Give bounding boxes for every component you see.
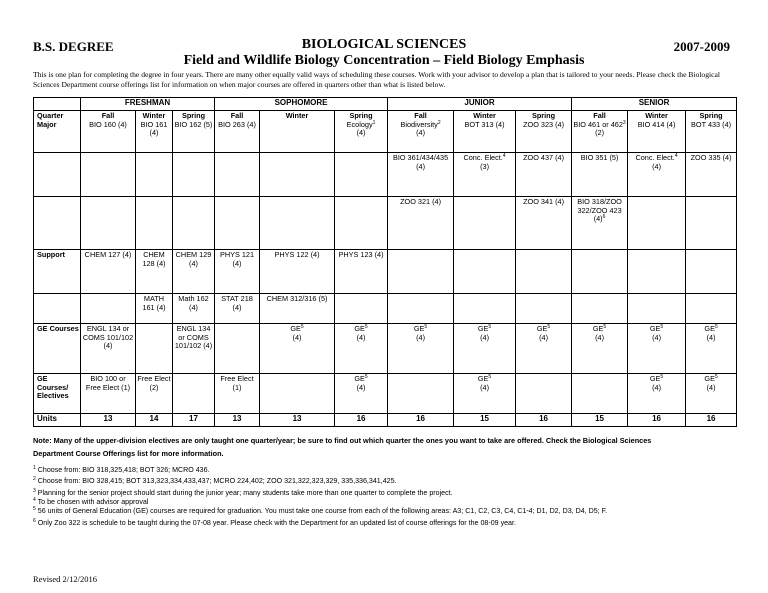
footnote-text: Choose from: BIO 328,415; BOT 313,323,334,433,437; MCRO 224,402; ZOO 321,322,323,329, 335,336,341,425. bbox=[35, 477, 397, 485]
units-cell: 15 bbox=[572, 414, 628, 427]
units-label: Units bbox=[34, 414, 81, 427]
cell-text: CHEM 128 (4) bbox=[142, 250, 166, 268]
quarter-cell bbox=[572, 111, 628, 153]
revision-date: Revised 2/12/2016 bbox=[33, 574, 97, 584]
ge-cell bbox=[173, 324, 215, 374]
quarter-cell bbox=[173, 111, 215, 153]
quarter-label bbox=[34, 111, 81, 153]
degree-label: B.S. DEGREE bbox=[33, 39, 114, 54]
units-cell: 16 bbox=[516, 414, 572, 427]
major-cell bbox=[388, 153, 454, 197]
ge-cell bbox=[81, 324, 136, 374]
ge-cell bbox=[136, 324, 173, 374]
major-cell bbox=[260, 153, 335, 197]
major-cell bbox=[260, 197, 335, 250]
quarter-cell bbox=[454, 111, 516, 153]
footnote-text: 56 units of General Education (GE) courses are required for graduation. You must take one course from each of the following areas: A3; C1, C2, C3, C4, C1-4; D1, D2, D3, D4, D5; F. bbox=[35, 507, 608, 515]
support-cell bbox=[388, 250, 454, 294]
cell-units: (4) bbox=[480, 332, 489, 342]
cell-text: BIO 318/ZOO 322/ZOO 423 (4) bbox=[577, 197, 622, 224]
footnote-mark: 6 bbox=[602, 214, 606, 221]
quarter-row bbox=[34, 111, 737, 153]
quarter-name: Fall bbox=[230, 111, 244, 120]
cell-units: (4) bbox=[652, 161, 661, 171]
ge-electives-cell bbox=[335, 374, 388, 414]
support-cell bbox=[454, 250, 516, 294]
footnote-mark: 4 bbox=[674, 153, 678, 159]
footnote-mark: 5 bbox=[300, 324, 304, 330]
cell-text: Free Elect (1) bbox=[220, 374, 254, 392]
footnote-number: 6 bbox=[33, 518, 36, 524]
support-row bbox=[34, 250, 737, 294]
footnote-mark: 5 bbox=[364, 324, 368, 330]
quarter-name: Fall bbox=[414, 111, 427, 120]
quarter-name: Winter bbox=[645, 111, 668, 120]
footnote-number: 2 bbox=[33, 476, 36, 482]
ge-electives-cell bbox=[454, 374, 516, 414]
cell-text: PHYS 122 (4) bbox=[274, 250, 320, 259]
major-cell bbox=[628, 197, 686, 250]
cell-text: GE bbox=[592, 324, 604, 333]
cell-text: GE bbox=[536, 324, 548, 333]
footnote-mark: 5 bbox=[660, 324, 664, 330]
cell-text: ENGL 134 or COMS 101/102 (4) bbox=[82, 324, 134, 351]
major-cell bbox=[454, 197, 516, 250]
major-course bbox=[687, 121, 735, 130]
support-cell bbox=[686, 294, 737, 324]
cell-units: (4) bbox=[416, 128, 425, 138]
cell-text: BIO 100 or Free Elect (1) bbox=[85, 374, 131, 392]
year-header-row bbox=[34, 98, 737, 111]
cell-units: (4) bbox=[356, 382, 366, 392]
support-cell bbox=[260, 294, 335, 324]
year-header-senior: SENIOR bbox=[572, 98, 737, 111]
cell-text: CHEM 127 (4) bbox=[84, 250, 132, 259]
footnote-number: 1 bbox=[33, 465, 36, 471]
cell-text: STAT 218 (4) bbox=[221, 294, 253, 312]
units-cell: 15 bbox=[454, 414, 516, 427]
cell-text: BIO 263 (4) bbox=[218, 119, 256, 129]
cell-text: Math 162 (4) bbox=[178, 294, 209, 312]
cell-text: BIO 162 (5) bbox=[174, 119, 213, 129]
ge-cell bbox=[260, 324, 335, 374]
support-cell bbox=[628, 250, 686, 294]
footnote-mark: 5 bbox=[547, 324, 551, 330]
major-cell bbox=[173, 197, 215, 250]
major-course bbox=[389, 121, 452, 138]
cell-units: (2) bbox=[595, 128, 604, 138]
support-cell bbox=[260, 250, 335, 294]
units-cell: 13 bbox=[260, 414, 335, 427]
units-cell: 16 bbox=[686, 414, 737, 427]
cell-text: BIO 351 (5) bbox=[580, 153, 619, 162]
major-cell bbox=[516, 197, 572, 250]
quarter-cell bbox=[81, 111, 136, 153]
cell-text: Conc. Elect. bbox=[463, 153, 503, 162]
cell-text: BIO 161 (4) bbox=[140, 119, 168, 138]
cell-text: ZOO 321 (4) bbox=[400, 197, 442, 206]
major-cell bbox=[572, 197, 628, 250]
major-course bbox=[336, 121, 386, 138]
footnote-1 bbox=[33, 466, 210, 475]
quarter-name: Fall bbox=[101, 111, 115, 120]
cell-text: GE bbox=[354, 374, 365, 383]
cell-text: Ecology bbox=[346, 119, 373, 129]
cell-units: (4) bbox=[356, 332, 366, 342]
cell-text: GE bbox=[413, 324, 425, 333]
support-label bbox=[34, 294, 81, 324]
major-course bbox=[573, 121, 626, 138]
footnote-mark: 5 bbox=[714, 374, 718, 380]
quarter-name: Winter bbox=[473, 111, 496, 120]
cell-units: (4) bbox=[292, 332, 302, 342]
footnote-mark: 1 bbox=[372, 119, 376, 126]
ge-electives-cell bbox=[260, 374, 335, 414]
major-course bbox=[455, 121, 514, 130]
footnote-mark: 5 bbox=[424, 324, 428, 330]
course-plan-table bbox=[33, 97, 737, 427]
support-cell bbox=[335, 294, 388, 324]
major-row bbox=[34, 153, 737, 197]
ge-electives-cell bbox=[686, 374, 737, 414]
cell-text: GE bbox=[649, 374, 661, 383]
department-title: BIOLOGICAL SCIENCES bbox=[301, 37, 467, 52]
major-cell bbox=[686, 197, 737, 250]
year-header-sophomore: SOPHOMORE bbox=[215, 98, 388, 111]
cell-text: GE bbox=[477, 374, 489, 383]
support-cell bbox=[81, 250, 136, 294]
footnote-mark: 5 bbox=[488, 374, 492, 380]
quarter-cell bbox=[260, 111, 335, 153]
footnote-mark: 5 bbox=[660, 374, 664, 380]
support-cell bbox=[686, 250, 737, 294]
ge-electives-cell bbox=[572, 374, 628, 414]
major-cell bbox=[388, 197, 454, 250]
major-cell bbox=[686, 153, 737, 197]
cell-units: (4) bbox=[652, 332, 661, 342]
quarter-name: Fall bbox=[593, 111, 606, 120]
cell-text: PHYS 121 (4) bbox=[219, 250, 255, 268]
footnote-4 bbox=[33, 498, 148, 507]
cell-text: CHEM 129 (4) bbox=[175, 250, 212, 268]
cell-text: ZOO 437 (4) bbox=[523, 153, 565, 162]
cell-text: BOT 313 (4) bbox=[464, 119, 505, 129]
major-label bbox=[34, 197, 81, 250]
note-line-1: Note: Many of the upper-division electives are only taught one quarter/year; be sure to find out which quarter the ones you want to take are offered. Check the Biological Sciences bbox=[33, 436, 652, 445]
cell-text: BIO 414 (4) bbox=[637, 119, 676, 129]
cell-units: (4) bbox=[480, 382, 489, 392]
quarter-cell bbox=[388, 111, 454, 153]
quarter-name: Spring bbox=[349, 111, 373, 120]
cell-units: (4) bbox=[706, 332, 716, 342]
support-cell bbox=[516, 250, 572, 294]
cell-text: GE bbox=[477, 324, 489, 333]
footnote-text: Choose from: BIO 318,325,418; BOT 326; MCRO 436. bbox=[35, 466, 210, 474]
cell-text: BIO 361/434/435 (4) bbox=[392, 153, 449, 171]
quarter-name: Winter bbox=[142, 111, 166, 120]
quarter-name: Spring bbox=[531, 111, 556, 120]
cell-text: GE bbox=[704, 324, 715, 333]
footnote-2 bbox=[33, 477, 397, 486]
major-cell bbox=[572, 153, 628, 197]
cell-text: GE bbox=[354, 324, 365, 333]
footnote-number: 3 bbox=[33, 488, 36, 494]
quarter-cell bbox=[516, 111, 572, 153]
support-cell bbox=[335, 250, 388, 294]
support-cell bbox=[388, 294, 454, 324]
quarter-cell bbox=[686, 111, 737, 153]
major-row bbox=[34, 197, 737, 250]
cell-text: GE bbox=[649, 324, 661, 333]
footnote-3 bbox=[33, 489, 453, 498]
support-cell bbox=[215, 250, 260, 294]
ge-cell bbox=[628, 324, 686, 374]
cell-text: Free Elect (2) bbox=[137, 374, 171, 392]
support-cell bbox=[173, 250, 215, 294]
footnote-6 bbox=[33, 519, 516, 528]
support-cell bbox=[516, 294, 572, 324]
major-cell bbox=[335, 197, 388, 250]
units-cell: 13 bbox=[81, 414, 136, 427]
ge-cell bbox=[388, 324, 454, 374]
quarter-name: Spring bbox=[181, 111, 206, 120]
support-cell bbox=[454, 294, 516, 324]
support-cell bbox=[572, 294, 628, 324]
footnote-5 bbox=[33, 507, 607, 516]
cell-text: BIO 160 (4) bbox=[89, 119, 127, 129]
major-cell bbox=[136, 153, 173, 197]
footnote-text: Planning for the senior project should start during the junior year; many students take more than one quarter to complete the project. bbox=[35, 489, 453, 497]
cell-units: (4) bbox=[652, 382, 661, 392]
year-header-freshman: FRESHMAN bbox=[81, 98, 215, 111]
quarter-name: Spring bbox=[699, 111, 723, 120]
support-cell bbox=[628, 294, 686, 324]
major-cell bbox=[454, 153, 516, 197]
major-course bbox=[517, 121, 570, 130]
footnote-mark: 3 bbox=[622, 119, 626, 126]
major-cell bbox=[516, 153, 572, 197]
major-cell bbox=[81, 197, 136, 250]
units-cell: 17 bbox=[173, 414, 215, 427]
cell-text: ZOO 341 (4) bbox=[523, 197, 565, 206]
cell-text: ZOO 323 (4) bbox=[523, 119, 565, 129]
footnote-mark: 5 bbox=[488, 324, 492, 330]
major-course bbox=[629, 121, 684, 130]
ge-cell bbox=[572, 324, 628, 374]
support-cell bbox=[215, 294, 260, 324]
units-cell: 16 bbox=[335, 414, 388, 427]
quarter-cell bbox=[136, 111, 173, 153]
major-cell bbox=[215, 197, 260, 250]
major-cell bbox=[215, 153, 260, 197]
quarter-cell bbox=[215, 111, 260, 153]
ge-cell bbox=[215, 324, 260, 374]
cell-units: (4) bbox=[356, 128, 366, 138]
footnote-text: To be chosen with advisor approval bbox=[35, 498, 149, 506]
ge-cell bbox=[335, 324, 388, 374]
quarter-cell bbox=[335, 111, 388, 153]
upper-division-note bbox=[33, 434, 753, 460]
cell-units: (4) bbox=[595, 332, 604, 342]
cell-text: ZOO 335 (4) bbox=[690, 153, 732, 162]
support-cell bbox=[173, 294, 215, 324]
cell-units: (4) bbox=[416, 332, 425, 342]
footnote-mark: 2 bbox=[437, 119, 441, 126]
major-course bbox=[137, 121, 171, 138]
units-cell: 14 bbox=[136, 414, 173, 427]
footnote-text: Only Zoo 322 is schedule to be taught during the 07-08 year. Please check with the Department for an updated list of course offerings for the 08-09 year. bbox=[35, 519, 516, 527]
footnote-mark: 5 bbox=[603, 324, 607, 330]
ge-electives-row bbox=[34, 374, 737, 414]
major-cell bbox=[173, 153, 215, 197]
year-header-junior: JUNIOR bbox=[388, 98, 572, 111]
support-cell bbox=[136, 294, 173, 324]
ge-electives-cell bbox=[215, 374, 260, 414]
cell-text: Conc. Elect. bbox=[635, 153, 675, 162]
support-cell bbox=[81, 294, 136, 324]
major-cell bbox=[136, 197, 173, 250]
ge-electives-cell bbox=[173, 374, 215, 414]
ge-electives-label: GE Courses/ Electives bbox=[34, 374, 81, 414]
ge-electives-cell bbox=[81, 374, 136, 414]
major-course bbox=[174, 121, 213, 130]
major-text: Major bbox=[37, 119, 57, 129]
major-cell bbox=[628, 153, 686, 197]
major-cell bbox=[335, 153, 388, 197]
quarter-cell bbox=[628, 111, 686, 153]
ge-cell bbox=[516, 324, 572, 374]
units-cell: 16 bbox=[628, 414, 686, 427]
support-row bbox=[34, 294, 737, 324]
ge-cell bbox=[686, 324, 737, 374]
concentration-title: Field and Wildlife Biology Concentration – Field Biology Emphasis bbox=[183, 53, 585, 68]
cell-text: BOT 433 (4) bbox=[691, 119, 732, 129]
major-label bbox=[34, 153, 81, 197]
footnote-mark: 5 bbox=[364, 374, 368, 380]
year-header-blank bbox=[34, 98, 81, 111]
quarter-text: Quarter bbox=[37, 111, 64, 120]
major-cell bbox=[81, 153, 136, 197]
catalog-year: 2007-2009 bbox=[673, 39, 730, 54]
major-course bbox=[82, 121, 134, 130]
units-cell: 16 bbox=[388, 414, 454, 427]
quarter-name: Winter bbox=[285, 111, 309, 120]
cell-units: (4) bbox=[539, 332, 548, 342]
support-cell bbox=[136, 250, 173, 294]
cell-text: ENGL 134 or COMS 101/102 (4) bbox=[174, 324, 213, 351]
ge-electives-cell bbox=[136, 374, 173, 414]
cell-text: BIO 461 or 462 bbox=[573, 119, 623, 129]
footnote-number: 5 bbox=[33, 506, 36, 512]
footnote-mark: 4 bbox=[502, 153, 506, 159]
intro-paragraph: This is one plan for completing the degree in four years. There are many other equally valid ways of scheduling these courses. Work with your advisor to develop a plan that is tailored to your needs. Please check the Biological Sciences Department course offerings list for information on when major courses are offered in quarters other than what is listed below. bbox=[33, 70, 720, 89]
major-course bbox=[216, 121, 258, 130]
ge-row bbox=[34, 324, 737, 374]
support-label: Support bbox=[34, 250, 81, 294]
ge-electives-cell bbox=[516, 374, 572, 414]
cell-text: GE bbox=[704, 374, 715, 383]
cell-units: (4) bbox=[706, 382, 716, 392]
ge-cell bbox=[454, 324, 516, 374]
cell-units: (3) bbox=[480, 161, 489, 171]
units-cell: 13 bbox=[215, 414, 260, 427]
ge-electives-cell bbox=[628, 374, 686, 414]
cell-text: MATH 161 (4) bbox=[142, 294, 166, 312]
cell-text: PHYS 123 (4) bbox=[338, 250, 384, 259]
cell-text: GE bbox=[290, 324, 301, 333]
footnote-number: 4 bbox=[33, 497, 36, 503]
ge-electives-cell bbox=[388, 374, 454, 414]
cell-text: CHEM 312/316 (5) bbox=[266, 294, 328, 303]
support-cell bbox=[572, 250, 628, 294]
cell-text: Biodiversity bbox=[400, 119, 438, 129]
footnote-mark: 5 bbox=[714, 324, 718, 330]
note-line-2: Department Course Offerings list for more information. bbox=[33, 449, 224, 458]
ge-label: GE Courses bbox=[34, 324, 81, 374]
units-row bbox=[34, 414, 737, 427]
